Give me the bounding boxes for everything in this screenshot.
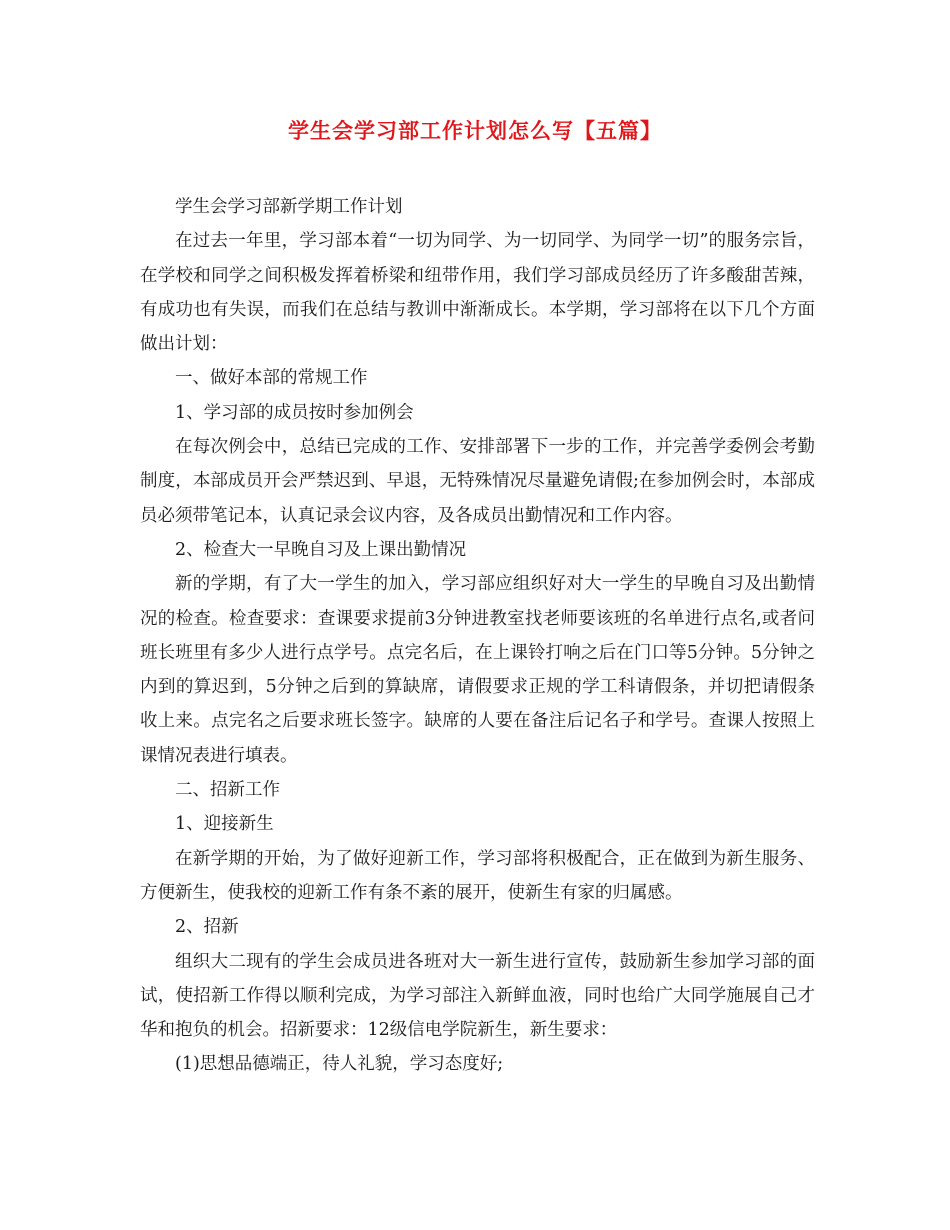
paragraph-attendance-check: 新的学期，有了大一学生的加入，学习部应组织好对大一学生的早晚自习及出勤情况的检查。检查要求：查课要求提前3分钟进教室找老师要该班的名单进行点名,或者问班长班里有多少人进行点学号。点完名后，在上课铃打响之后在门口等5分钟。5分钟之内到的算迟到，5分钟之后到的算缺席，请假要求正规的学工科请假条，并切把请假条收上来。点完名之后要求班长签字。缺席的人要在备注后记名子和学号。查课人按照上课情况表进行填表。 — [140, 574, 815, 766]
paragraph-intro: 在过去一年里，学习部本着“一切为同学、为一切同学、为同学一切”的服务宗旨，在学校和同学之间积极发挥着桥梁和纽带作用，我们学习部成员经历了许多酸甜苦辣，有成功也有失误，而我们在总结与教训中渐渐成长。本学期，学习部将在以下几个方面做出计划： — [140, 231, 815, 355]
section-heading-routine-work: 一、做好本部的常规工作 — [175, 368, 368, 389]
subheading-attendance-check: 2、检查大一早晚自习及上课出勤情况 — [175, 539, 467, 560]
paragraph-welcome-freshmen: 在新学期的开始，为了做好迎新工作，学习部将积极配合，正在做到为新生服务、方便新生，使我校的迎新工作有条不紊的展开，使新生有家的归属感。 — [140, 848, 815, 903]
list-item-requirement-1: (1)思想品德端正，待人礼貌，学习态度好; — [175, 1054, 504, 1075]
subheading-recruit: 2、招新 — [175, 917, 239, 938]
document-body — [140, 190, 815, 1082]
section-heading-recruitment: 二、招新工作 — [175, 780, 280, 801]
paragraph-recruit: 组织大二现有的学生会成员进各班对大一新生进行宣传，鼓励新生参加学习部的面试，使招新工作得以顺利完成，为学习部注入新鲜血液，同时也给广大同学施展自己才华和抱负的机会。招新要求：12级信电学院新生，新生要求： — [140, 951, 815, 1041]
subheading-meetings: 1、学习部的成员按时参加例会 — [175, 402, 414, 423]
subheading-welcome-freshmen: 1、迎接新生 — [175, 814, 274, 835]
paragraph-meetings: 在每次例会中，总结已完成的工作、安排部署下一步的工作，并完善学委例会考勤制度，本部成员开会严禁迟到、早退，无特殊情况尽量避免请假;在参加例会时，本部成员必须带笔记本，认真记录会议内容，及各成员出勤情况和工作内容。 — [140, 437, 815, 526]
document-title: 学生会学习部工作计划怎么写【五篇】 — [288, 118, 662, 143]
paragraph-subtitle: 学生会学习部新学期工作计划 — [175, 197, 403, 217]
